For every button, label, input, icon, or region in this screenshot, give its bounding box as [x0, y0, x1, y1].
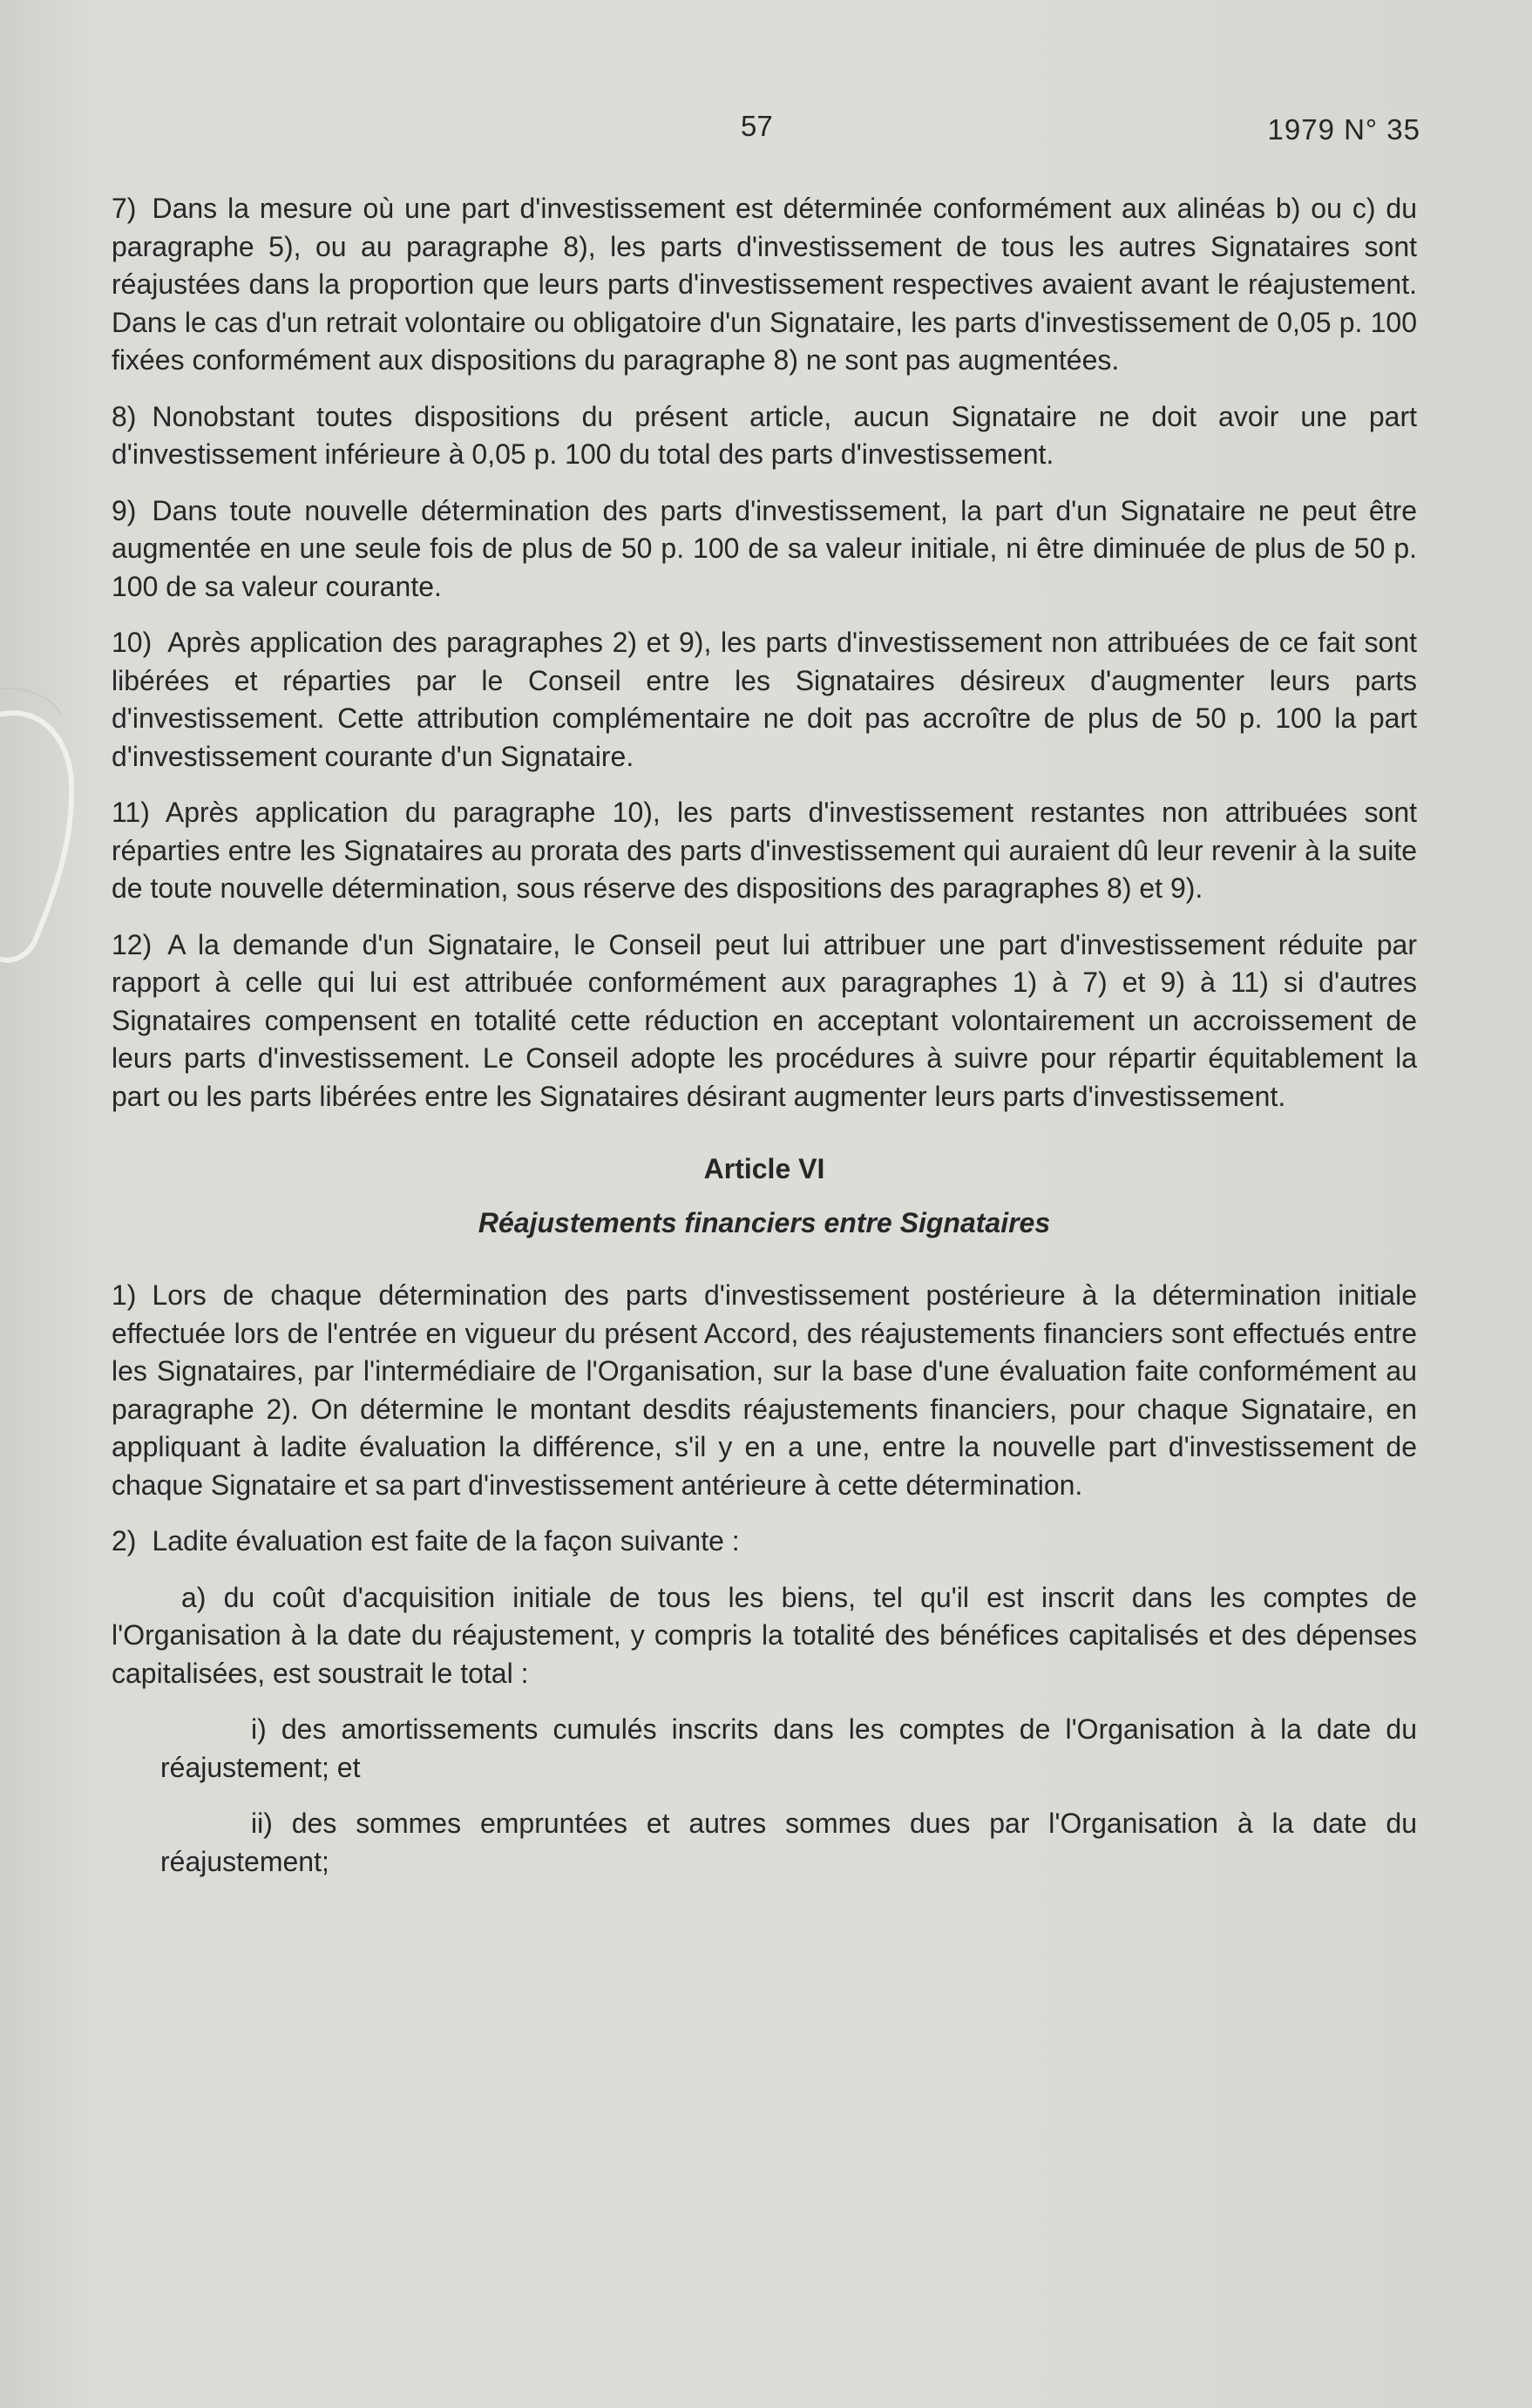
paragraph-text: Dans toute nouvelle détermination des parts d'investissement, la part d'un Signataire ne peut être augmentée en une seule fois de plus de 50 p. 100 de sa valeur initiale, ni être diminuée de plus de 50 p. 100 de sa valeur courante.: [112, 494, 1417, 602]
paragraph-text: Dans la mesure où une part d'investissement est déterminée conformément aux alinéas b) ou c) du paragraphe 5), ou au paragraphe 8), les parts d'investissement de tous les autres Signataires sont réajustées dans la proportion que leurs parts d'investissement respectives avaient avant le réajustement. Dans le cas d'un retrait volontaire ou obligatoire d'un Signataire, les parts d'investissement de 0,05 p. 100 fixées conformément aux dispositions du paragraphe 8) ne sont pas augmentées.: [112, 193, 1417, 376]
paragraph-7: [112, 190, 1417, 380]
paragraph-number: 11): [112, 797, 150, 828]
paragraph-number: 10): [112, 627, 153, 658]
item-ii: ii) des sommes empruntées et autres sommes dues par l'Organisation à la date du réajustement;: [160, 1808, 1417, 1877]
paragraph-text: A la demande d'un Signataire, le Conseil peut lui attribuer une part d'investissement réduite par rapport à celle qui lui est attribuée conformément aux paragraphes 1) à 7) et 9) à 11) si d'autres Signataires compensent en totalité cette réduction en acceptant volontairement un accroissement de leurs parts d'investissement. Le Conseil adopte les procédures à suivre pour répartir équitablement la part ou les parts libérées entre les Signataires désirant augmenter leurs parts d'investissement.: [112, 928, 1417, 1112]
paragraph-number: 2): [112, 1525, 137, 1557]
page-header: [0, 110, 1532, 153]
paragraph-text: Lors de chaque détermination des parts d'investissement postérieure à la détermination initiale effectuée lors de l'entrée en vigueur du présent Accord, des réajustements financiers sont effectués entre les Signataires, par l'intermédiaire de l'Organisation, sur la base d'une évaluation faite conformément au paragraphe 2). On détermine le montant desdits réajustements financiers, pour chaque Signataire, en appliquant à ladite évaluation la différence, s'il y en a une, entre la nouvelle part d'investissement de chaque Signataire et sa part d'investissement antérieure à cette détermination.: [112, 1279, 1417, 1501]
paragraph-number: 12): [112, 928, 153, 960]
paragraph-8: [112, 398, 1417, 474]
item-i: i) des amortissements cumulés inscrits dans les comptes de l'Organisation à la date du réajustement; et: [160, 1713, 1417, 1783]
article-subtitle: Réajustements financiers entre Signataires: [478, 1206, 1051, 1238]
article-paragraph-1: [112, 1277, 1417, 1504]
page-number: 57: [741, 110, 773, 142]
binding-string: [0, 680, 105, 967]
paragraph-number: 9): [112, 494, 137, 526]
paragraph-number: 7): [112, 193, 137, 224]
document-body: [112, 190, 1417, 1899]
paragraph-text: Ladite évaluation est faite de la façon suivante :: [152, 1525, 740, 1557]
subparagraph-a: a) du coût d'acquisition initiale de tous les biens, tel qu'il est inscrit dans les comptes de l'Organisation à la date du réajustement, y compris la totalité des bénéfices capitalisés et des dépenses capitalisées, est soustrait le total :: [112, 1581, 1417, 1689]
article-title: Article VI: [703, 1153, 825, 1184]
issue-number: 1979 N° 35: [1267, 113, 1420, 146]
paragraph-9: [112, 492, 1417, 607]
paragraph-number: 1): [112, 1279, 137, 1311]
article-paragraph-2: [112, 1523, 1417, 1561]
paragraph-number: 8): [112, 400, 137, 432]
paragraph-12: [112, 926, 1417, 1116]
paragraph-10: [112, 624, 1417, 776]
paragraph-text: Après application du paragraphe 10), les parts d'investissement restantes non attribuées sont réparties entre les Signataires au prorata des parts d'investissement qui auraient dû leur revenir à la suite de toute nouvelle détermination, sous réserve des dispositions des paragraphes 8) et 9).: [112, 797, 1417, 904]
paragraph-11: [112, 794, 1417, 908]
paragraph-text: Après application des paragraphes 2) et 9), les parts d'investissement non attribuées de ce fait sont libérées et réparties par le Conseil entre les Signataires désireux d'augmenter leurs parts d'investissement. Cette attribution complémentaire ne doit pas accroître de plus de 50 p. 100 la part d'investissement courante d'un Signataire.: [112, 627, 1417, 772]
paragraph-text: Nonobstant toutes dispositions du présent article, aucun Signataire ne doit avoir une part d'investissement inférieure à 0,05 p. 100 du total des parts d'investissement.: [112, 400, 1417, 470]
